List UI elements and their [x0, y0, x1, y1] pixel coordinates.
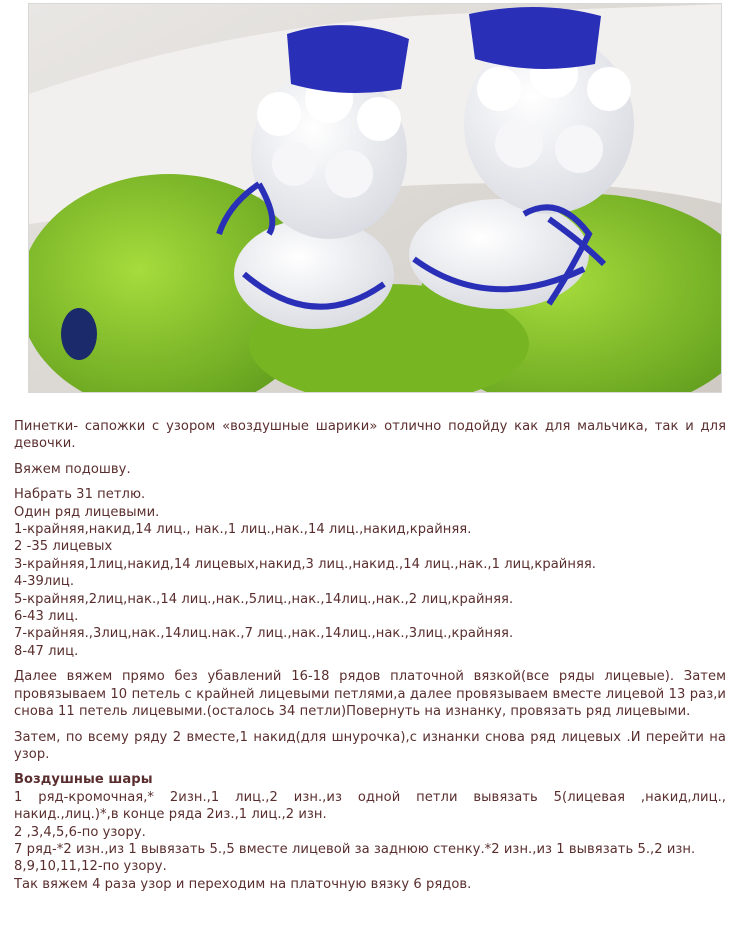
sole-row: 4-39лиц.: [14, 574, 75, 590]
sole-rows: [14, 486, 726, 660]
sole-row: 8-47 лиц.: [14, 643, 79, 659]
intro-paragraph: Пинетки- сапожки с узором «воздушные шарики» отлично подойду как для мальчика, так и для девочки.: [14, 419, 726, 452]
sole-row: Набрать 31 петлю.: [14, 487, 146, 503]
sole-row: 7-крайняя.,3лиц,нак.,14лиц.нак.,7 лиц.,нак.,14лиц.,нак.,3лиц.,крайняя.: [14, 626, 514, 642]
sole-row: 1-крайняя,накид,14 лиц., нак.,1 лиц.,нак.,14 лиц.,накид,крайняя.: [14, 522, 472, 538]
pattern-final: Так вяжем 4 раза узор и переходим на платочную вязку 6 рядов.: [14, 876, 472, 892]
lace-paragraph: Затем, по всему ряду 2 вместе,1 накид(для шнурочка),с изнанки снова ряд лицевых .И перейти на узор.: [14, 729, 726, 762]
sole-row: 5-крайняя,2лиц,нак.,14 лиц.,нак.,5лиц.,нак.,14лиц.,нак.,2 лиц,крайняя.: [14, 591, 514, 607]
pattern-text: [14, 418, 726, 893]
sole-row: 3-крайняя,1лиц,накид,14 лицевых,накид,3 лиц.,накид.,14 лиц.,нак.,1 лиц,крайняя.: [14, 556, 597, 572]
pattern-row-7: 7 ряд-*2 изн.,из 1 вывязать 5.,5 вместе лицевой за заднюю стенку.*2 изн.,из 1 вывязать 5.,2 изн.: [14, 841, 696, 857]
booties-illustration: [29, 4, 722, 393]
pattern-row-8: 8,9,10,11,12-по узору.: [14, 859, 167, 875]
sole-heading: Вяжем подошву.: [14, 461, 131, 477]
pattern-row-1: 1 ряд-кромочная,* 2изн.,1 лиц.,2 изн.,из одной петли вывязать 5(лицевая ,накид,лиц., накид.,лиц.)*,в конце ряда 2из.,1 лиц.,2 изн.: [14, 789, 726, 823]
booties-photo: [28, 3, 722, 393]
pattern-heading: Воздушные шары: [14, 772, 153, 788]
sole-row: 2 -35 лицевых: [14, 539, 113, 555]
pattern-row-2: 2 ,3,4,5,6-по узору.: [14, 824, 146, 840]
sole-row: 6-43 лиц.: [14, 609, 79, 625]
continue-paragraph: Далее вяжем прямо без убавлений 16-18 рядов платочной вязкой(все ряды лицевые). Затем провязываем 10 петель с крайней лицевыми петлями,а далее провязываем вместе лицевой 13 раз,и снова 11 петель лицевыми.(осталось 34 петли)Повернуть на изнанку, провязать ряд лицевыми.: [14, 669, 726, 720]
sole-row: Один ряд лицевыми.: [14, 504, 160, 520]
